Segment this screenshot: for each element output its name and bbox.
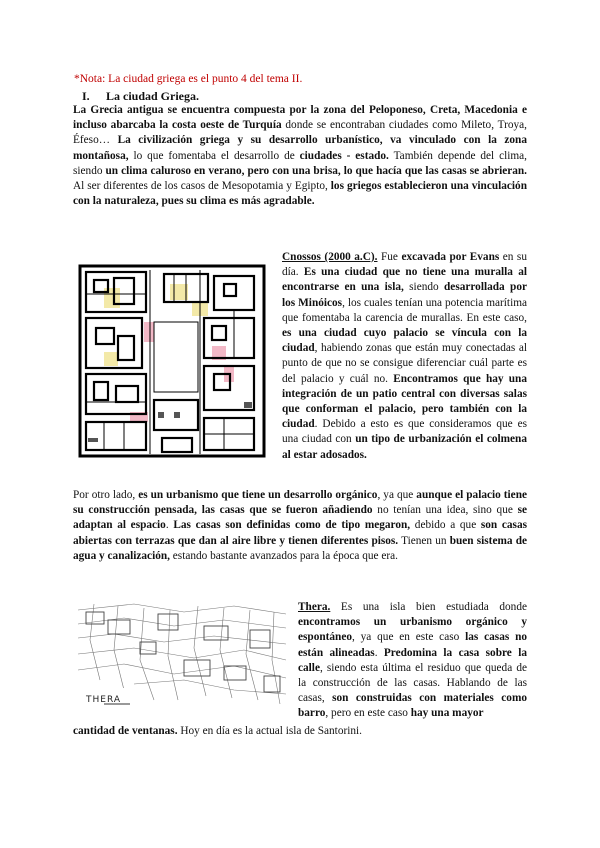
text-run: Las casas son definidas como de tipo megaron, bbox=[173, 519, 411, 532]
thera-map-figure bbox=[74, 600, 291, 713]
text-run: encontramos un urbanismo orgánico y espontáneo bbox=[298, 616, 527, 644]
thera-paragraph-end bbox=[73, 724, 527, 739]
text-run: , los cuales tenían una potencia marítima que fomentaba la carencia de murallas. En este caso, bbox=[282, 296, 528, 324]
text-run: excavada por Evans bbox=[401, 251, 500, 263]
text-run: los griegos establecieron una vinculación con la naturaleza, pues su clima es más agradable. bbox=[73, 180, 527, 208]
note-line: *Nota: La ciudad griega es el punto 4 del tema II. bbox=[74, 73, 303, 85]
text-run: , ya que en este caso bbox=[351, 631, 466, 644]
text-run: Al ser diferentes de los casos de Mesopotamia y Egipto, bbox=[73, 180, 331, 193]
text-run: Es una isla bien estudiada donde bbox=[330, 601, 527, 613]
text-run: , pero en este caso bbox=[325, 707, 411, 720]
text-run: donde se encontraban ciudades como Mileto, Troya, Éfeso… bbox=[73, 119, 527, 147]
text-run: Fue bbox=[377, 251, 402, 263]
text-run: buen sistema de agua y canalización, bbox=[73, 534, 527, 562]
text-run: , siendo esta última el residuo que queda de la construcción de las casas. Hablando de las casas, bbox=[298, 661, 527, 705]
text-run: Tienen un bbox=[398, 534, 450, 547]
text-run: Thera. bbox=[298, 601, 331, 613]
text-run: . bbox=[165, 519, 174, 532]
knossos-plan-figure bbox=[74, 262, 270, 462]
text-run: es una ciudad cuyo palacio se víncula con la ciudad bbox=[282, 327, 527, 355]
text-run: debido a que bbox=[410, 519, 481, 532]
text-run: cantidad de ventanas. bbox=[73, 725, 178, 737]
text-run: un tipo de urbanización el colmena al estar adosados. bbox=[282, 433, 527, 461]
text-run: hay una mayor bbox=[410, 707, 484, 720]
text-run: . bbox=[374, 646, 384, 659]
text-run: lo que fomentaba el desarrollo de bbox=[128, 149, 300, 162]
text-run: siendo bbox=[403, 281, 445, 294]
text-run: Encontramos que hay una integración de un patio central con diversas salas que conforman el palacio, pero también con la ciudad bbox=[282, 372, 527, 431]
text-run: son casas abiertas con terrazas que dan al aire libre y tienen diferentes pisos. bbox=[73, 519, 527, 547]
text-run: son construidas con materiales como barro bbox=[298, 692, 528, 720]
text-run: las casas no están alineadas bbox=[298, 631, 527, 659]
section-heading bbox=[82, 89, 199, 104]
text-run: Es una ciudad que no tiene una muralla al encontrarse en una isla, bbox=[282, 266, 527, 294]
section-number: I. bbox=[82, 89, 90, 103]
text-run: Cnossos (2000 a.C). bbox=[282, 251, 378, 263]
text-run: estando bastante avanzados para la época que era. bbox=[169, 549, 398, 562]
thera-paragraph bbox=[298, 600, 527, 722]
thera-map-caption: THERA bbox=[86, 695, 121, 705]
text-run: es un urbanismo que tiene un desarrollo orgánico bbox=[138, 489, 378, 501]
text-run: en su día. bbox=[282, 251, 527, 279]
text-run: un clima caluroso en verano, pero con una brisa, lo que hacía que las casas se abrieran. bbox=[105, 164, 528, 177]
text-run: no tenían una idea, sino que bbox=[372, 504, 518, 517]
section-title: La ciudad Griega. bbox=[106, 89, 200, 103]
text-run: ciudades - estado. bbox=[299, 149, 389, 162]
cnossos-paragraph bbox=[282, 250, 527, 463]
text-run: , habiendo zonas que están muy conectadas al punto de que no se consigue diferenciar cuál parte es del palacio y cuál no. bbox=[282, 342, 527, 385]
text-run: aunque el palacio tiene su construcción pensada, las casas que se fueron añadiendo bbox=[73, 489, 527, 517]
text-run: La Grecia antigua se encuentra compuesta por la zona del Peloponeso, Creta, Macedonia e incluso abarcaba la costa oeste de Turquía bbox=[73, 104, 527, 132]
organic-paragraph bbox=[73, 488, 527, 564]
text-run: Por otro lado, bbox=[73, 489, 139, 501]
text-run: , ya que bbox=[377, 489, 417, 501]
text-run: Predomina la casa sobre la calle bbox=[298, 646, 527, 674]
intro-paragraph bbox=[73, 103, 527, 209]
text-run: Hoy en día es la actual isla de Santorini. bbox=[177, 725, 362, 737]
text-run: La civilización griega y su desarrollo urbanístico, va vinculado con la zona montañosa, bbox=[73, 134, 527, 162]
text-run: . Debido a esto es que consideramos que es una ciudad con bbox=[282, 418, 527, 446]
text-run: desarrollada por los Minóicos bbox=[282, 281, 527, 309]
text-run: se adaptan al espacio bbox=[73, 504, 527, 532]
text-run: También depende del clima, siendo bbox=[73, 149, 528, 177]
